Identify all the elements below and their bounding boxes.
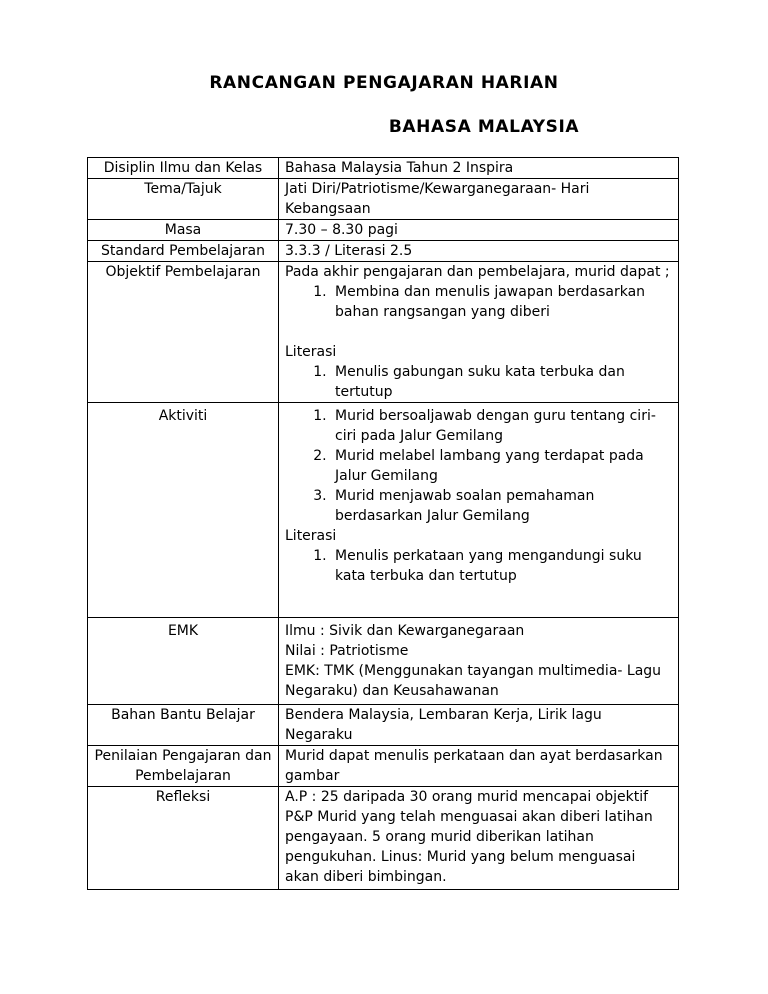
objektif-intro: Pada akhir pengajaran dan pembelajara, murid dapat ; (285, 264, 670, 280)
table-row (88, 158, 679, 179)
disiplin-value: Bahasa Malaysia Tahun 2 Inspira (279, 158, 679, 179)
table-row (88, 705, 679, 746)
list-item: 3. Murid menjawab soalan pemahaman berdasarkan Jalur Gemilang (331, 486, 672, 526)
emk-line: EMK: TMK (Menggunakan tayangan multimedia- Lagu Negaraku) dan Keusahawanan (285, 663, 662, 699)
objektif-value (279, 262, 679, 403)
table-row (88, 618, 679, 705)
table-row (88, 262, 679, 403)
aktiviti-value (279, 403, 679, 618)
page-title: RANCANGAN PENGAJARAN HARIAN (209, 73, 559, 93)
objektif-list (285, 282, 672, 322)
refleksi-value: A.P : 25 daripada 30 orang murid mencapai objektif P&P Murid yang telah menguasai akan diberi latihan pengayaan. 5 orang murid diberikan latihan pengukuhan. Linus: Murid yang belum menguasai akan diberi bimbingan. (279, 787, 679, 890)
standard-label: Standard Pembelajaran (88, 241, 279, 262)
table-row (88, 746, 679, 787)
list-item: 1. Menulis gabungan suku kata terbuka dan tertutup (331, 362, 672, 402)
table-row (88, 403, 679, 618)
refleksi-label: Refleksi (88, 787, 279, 890)
emk-line: Ilmu : Sivik dan Kewarganegaraan (285, 623, 525, 639)
disiplin-label: Disiplin Ilmu dan Kelas (88, 158, 279, 179)
bbb-value: Bendera Malaysia, Lembaran Kerja, Lirik lagu Negaraku (279, 705, 679, 746)
standard-value: 3.3.3 / Literasi 2.5 (279, 241, 679, 262)
list-item: 1. Menulis perkataan yang mengandungi suku kata terbuka dan tertutup (331, 546, 672, 586)
aktiviti-literasi-list (285, 546, 672, 586)
tema-value: Jati Diri/Patriotisme/Kewarganegaraan- Hari Kebangsaan (279, 179, 679, 220)
list-item: 2. Murid melabel lambang yang terdapat pada Jalur Gemilang (331, 446, 672, 486)
bbb-label: Bahan Bantu Belajar (88, 705, 279, 746)
masa-value: 7.30 – 8.30 pagi (279, 220, 679, 241)
tema-label: Tema/Tajuk (88, 179, 279, 220)
emk-label: EMK (88, 618, 279, 705)
objektif-label: Objektif Pembelajaran (88, 262, 279, 403)
objektif-literasi-list (285, 362, 672, 402)
table-row (88, 241, 679, 262)
aktiviti-list (285, 406, 672, 526)
aktiviti-label: Aktiviti (88, 403, 279, 618)
table-row (88, 787, 679, 890)
emk-line: Nilai : Patriotisme (285, 643, 409, 659)
subject-title: BAHASA MALAYSIA (388, 117, 580, 137)
table-row (88, 220, 679, 241)
list-item: 1. Murid bersoaljawab dengan guru tentang ciri-ciri pada Jalur Gemilang (331, 406, 672, 446)
objektif-literasi-heading: Literasi (285, 344, 337, 360)
masa-label: Masa (88, 220, 279, 241)
lesson-plan-table (87, 157, 679, 890)
penilaian-value: Murid dapat menulis perkataan dan ayat berdasarkan gambar (279, 746, 679, 787)
table-row (88, 179, 679, 220)
emk-value (279, 618, 679, 705)
aktiviti-literasi-heading: Literasi (285, 528, 337, 544)
penilaian-label: Penilaian Pengajaran dan Pembelajaran (88, 746, 279, 787)
list-item: 1. Membina dan menulis jawapan berdasarkan bahan rangsangan yang diberi (331, 282, 672, 322)
